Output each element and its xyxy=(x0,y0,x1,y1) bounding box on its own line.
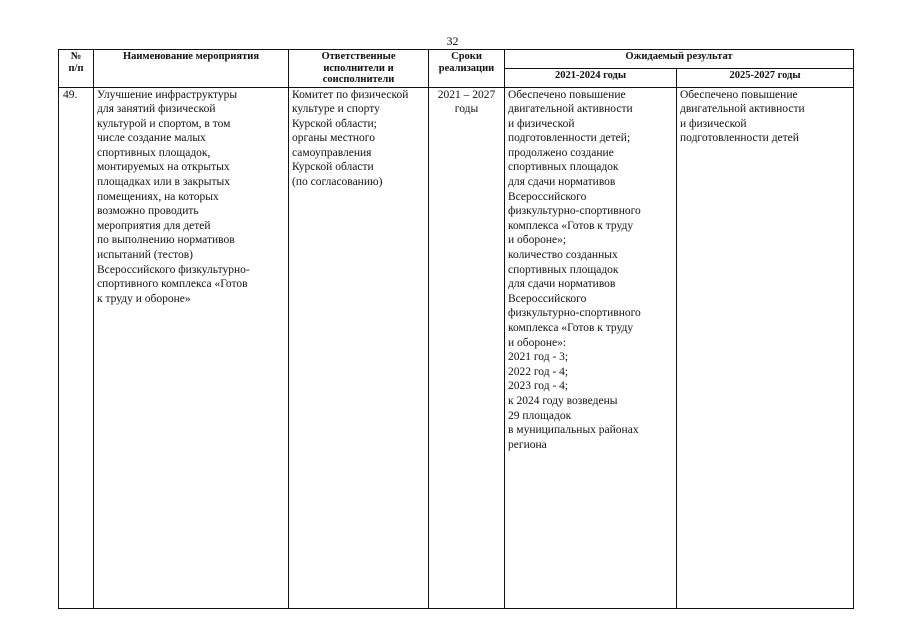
text-line: Обеспечено повышение xyxy=(680,88,798,101)
header-expected-result: Ожидаемый результат xyxy=(505,50,854,69)
page-number: 32 xyxy=(446,34,459,48)
text-line: к 2024 году возведены xyxy=(508,394,618,407)
row-number: 49. xyxy=(59,87,94,608)
text-line: по выполнению нормативов xyxy=(97,234,235,247)
text-line: Улучшение инфраструктуры xyxy=(97,88,238,101)
header-period-2025-2027: 2025-2027 годы xyxy=(677,68,854,87)
text-line: п/п xyxy=(68,62,84,74)
text-line: 29 площадок xyxy=(508,409,572,422)
text-line: Курской области xyxy=(292,161,374,174)
text-line: Курской области; xyxy=(292,117,377,130)
text-line: спортивных площадок, xyxy=(97,146,211,159)
text-line: в муниципальных районах xyxy=(508,424,639,437)
text-line: комплекса «Готов к труду xyxy=(508,219,634,232)
header-period-2021-2024: 2021-2024 годы xyxy=(505,68,677,87)
text-line: Всероссийского физкультурно- xyxy=(97,263,250,276)
text-line: для сдачи нормативов xyxy=(508,176,616,189)
result-2025-2027 xyxy=(677,87,854,608)
measures-table xyxy=(58,49,854,609)
text-line: исполнители и xyxy=(323,62,394,74)
text-line: для сдачи нормативов xyxy=(508,278,616,291)
text-line: 2021 год - 3; xyxy=(508,351,569,364)
text-line: Комитет по физической xyxy=(292,88,409,101)
text-line: годы xyxy=(454,103,479,116)
table-row xyxy=(59,87,854,608)
text-line: 2022 год - 4; xyxy=(508,365,569,378)
text-line: помещениях, на которых xyxy=(97,190,219,203)
header-number xyxy=(59,50,94,88)
text-line: монтируемых на открытых xyxy=(97,161,230,174)
text-line: № xyxy=(70,51,82,62)
text-line: комплекса «Готов к труду xyxy=(508,322,634,334)
text-line: площадках или в закрытых xyxy=(97,176,231,189)
text-line: для занятий физической xyxy=(97,103,216,116)
measure-name xyxy=(94,87,289,608)
text-line: подготовленности детей xyxy=(680,132,799,145)
text-line: спортивных площадок xyxy=(508,161,619,174)
text-line: Обеспечено повышение xyxy=(508,88,626,101)
header-responsible xyxy=(289,50,429,88)
text-line: и обороне»; xyxy=(508,234,567,247)
header-name: Наименование мероприятия xyxy=(94,50,289,88)
text-line: 2021 – 2027 xyxy=(437,88,496,101)
text-line: самоуправления xyxy=(292,146,372,159)
text-line: органы местного xyxy=(292,132,375,145)
text-line: испытаний (тестов) xyxy=(97,249,193,262)
text-line: числе создание малых xyxy=(97,132,206,145)
text-line: двигательной активности xyxy=(680,103,805,116)
text-line: возможно проводить xyxy=(97,205,199,218)
text-line: спортивного комплекса «Готов xyxy=(97,278,248,291)
text-line: и физической xyxy=(508,117,575,130)
text-line: Всероссийского xyxy=(508,190,587,203)
text-line: спортивных площадок xyxy=(508,263,619,276)
header-row xyxy=(59,50,854,69)
text-line: Сроки xyxy=(451,51,482,62)
text-line: культуре и спорту xyxy=(292,103,380,116)
text-line: и обороне»: xyxy=(508,336,567,349)
text-line: подготовленности детей; xyxy=(508,132,631,145)
text-line: реализации xyxy=(438,62,495,74)
text-line: соисполнители xyxy=(322,74,395,85)
implementation-terms xyxy=(429,87,505,608)
text-line: к труду и обороне» xyxy=(97,292,191,305)
text-line: (по согласованию) xyxy=(292,176,383,189)
text-line: количество созданных xyxy=(508,249,618,262)
text-line: культурой и спортом, в том xyxy=(97,117,231,130)
header-terms xyxy=(429,50,505,88)
text-line: продолжено создание xyxy=(508,146,614,159)
text-line: физкультурно-спортивного xyxy=(508,307,641,320)
text-line: двигательной активности xyxy=(508,103,633,116)
text-line: Ответственные xyxy=(321,51,396,62)
result-2021-2024 xyxy=(505,87,677,608)
text-line: физкультурно-спортивного xyxy=(508,205,641,218)
responsible-executors xyxy=(289,87,429,608)
text-line: мероприятия для детей xyxy=(97,219,211,232)
text-line: 2023 год - 4; xyxy=(508,380,569,393)
text-line: региона xyxy=(508,438,547,451)
text-line: и физической xyxy=(680,117,747,130)
text-line: Всероссийского xyxy=(508,292,587,305)
